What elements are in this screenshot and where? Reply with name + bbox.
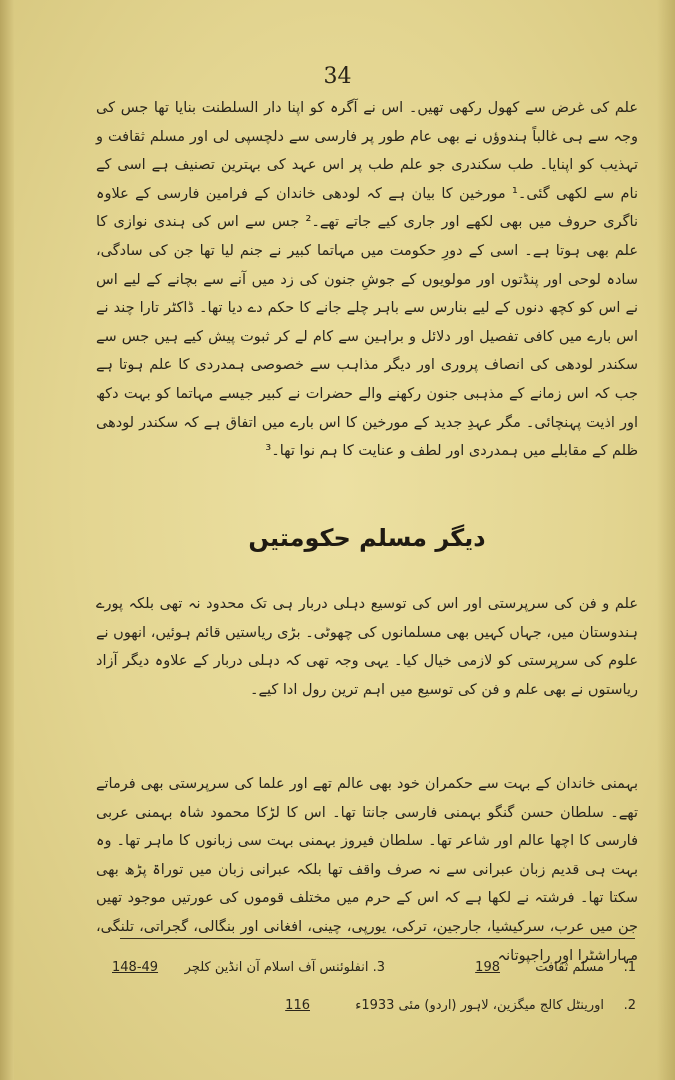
footnote-page-secondary: 148-49 (112, 960, 159, 975)
footnote-source-secondary-title: انفلوئنس آف اسلام آن انڈین کلچر (184, 960, 369, 975)
footnote-page: 116 (285, 998, 310, 1013)
footnote-source: مسلم ثقافت (535, 960, 604, 975)
footnote-source: اورینٹل کالج میگزین، لاہور (اردو) مئی 1933ء (355, 998, 604, 1013)
footnote-source-secondary (185, 960, 385, 975)
page-number: 34 (323, 64, 352, 89)
footnote-number: 2. (623, 998, 636, 1013)
footnote-number-secondary: 3. (372, 960, 385, 975)
paragraph-2: علم و فن کی سرپرستی اور اس کی توسیع دہلی دربار ہی تک محدود نہ تھی بلکہ پورے ہندوستان میں، جہاں کہیں بھی مسلمانوں کی چھوٹی۔ بڑی ریاستیں قائم ہوئیں، انھوں نے علوم کی سرپرستی کو لازمی خیال کیا۔ یہی وجہ تھی کہ دہلی دربار کے علاوہ دیگر آزاد ریاستوں نے بھی علم و فن کی توسیع میں اہم ترین رول ادا کیے۔ (96, 596, 638, 698)
page-binding-edge (0, 0, 14, 1080)
footnote-row (100, 988, 640, 1026)
section-heading: دیگر مسلم حکومتیں (248, 524, 486, 552)
footnote-divider (120, 938, 635, 939)
page-edge-shadow (657, 0, 675, 1080)
footnote-number: 1. (623, 960, 636, 975)
footnotes (100, 950, 640, 1026)
paragraph-1: علم کی غرض سے کھول رکھی تھیں۔ اس نے آگرہ کو اپنا دار السلطنت بنایا تھا جس کی وجہ سے ہی غالباً ہندوؤں نے بھی عام طور پر فارسی سے دلچسپی لی اور مسلم ثقافت و تہذیب کو اپنایا۔ طب سکندری جو علم طب پر اس عہد کی بہترین تصنیف ہے اسی کے نام سے لکھی گئی۔¹ مورخین کا بیان ہے کہ لودھی خاندان کے فرامین فارسی کے علاوہ ناگری حروف میں بھی لکھے اور جاری کیے جاتے تھے۔² جس سے اس کی ہندی نوازی کا علم بھی ہوتا ہے۔ اسی کے دورِ حکومت میں مہاتما کبیر نے جنم لیا تھا جن کی سادگی، سادہ لوحی اور پنڈتوں اور مولویوں کے جوشِ جنون کی زد میں آنے سے بچانے کے لیے اس نے اس کو کچھ دنوں کے لیے بنارس سے باہر چلے جانے کا حکم دے دیا تھا۔ ڈاکٹر تارا چند نے اس بارے میں کافی تفصیل اور دلائل و براہین سے کام لے کر ثبوت پیش کیے ہیں جس سے سکندر لودھی کی انصاف پروری اور دیگر مذاہب سے خصوصی ہمدردی کا علم ہوتا ہے جب کہ اس زمانے کے مذہبی جنون رکھنے والے حضرات نے کبیر جیسے مہاتما کو بہت دکھ اور اذیت پہنچائی۔ مگر عہدِ جدید کے مورخین کا اس بارے میں اتفاق ہے کہ سکندر لودھی ظلم کے مقابلے میں ہمدردی اور لطف و عنایت کا ہم نوا تھا۔³ (96, 100, 638, 460)
footnote-page: 198 (475, 960, 500, 975)
paragraph-3: بہمنی خاندان کے بہت سے حکمران خود بھی عالم تھے اور علما کی سرپرستی بھی فرماتے تھے۔ سلطان حسن گنگو بہمنی فارسی جانتا تھا۔ اس کا لڑکا محمود شاہ بہمنی عربی فارسی کا اچھا عالم اور شاعر تھا۔ سلطان فیروز بہمنی بہت سی زبانوں کا ماہر تھا۔ وہ بہت ہی قدیم زبان عبرانی سے نہ صرف واقف تھا بلکہ عبرانی زبان میں توراۃ پڑھ بھی سکتا تھا۔ فرشتہ نے لکھا ہے کہ اس کے حرم میں مختلف قوموں کی عورتیں موجود تھیں جن میں عرب، سرکیشیا، جارجین، ترکی، یورپی، چینی، افغانی اور بنگالی، گجراتی، تلنگی، مہاراشٹرا اور راجپوتانہ (96, 776, 638, 964)
footnote-row (100, 950, 640, 988)
